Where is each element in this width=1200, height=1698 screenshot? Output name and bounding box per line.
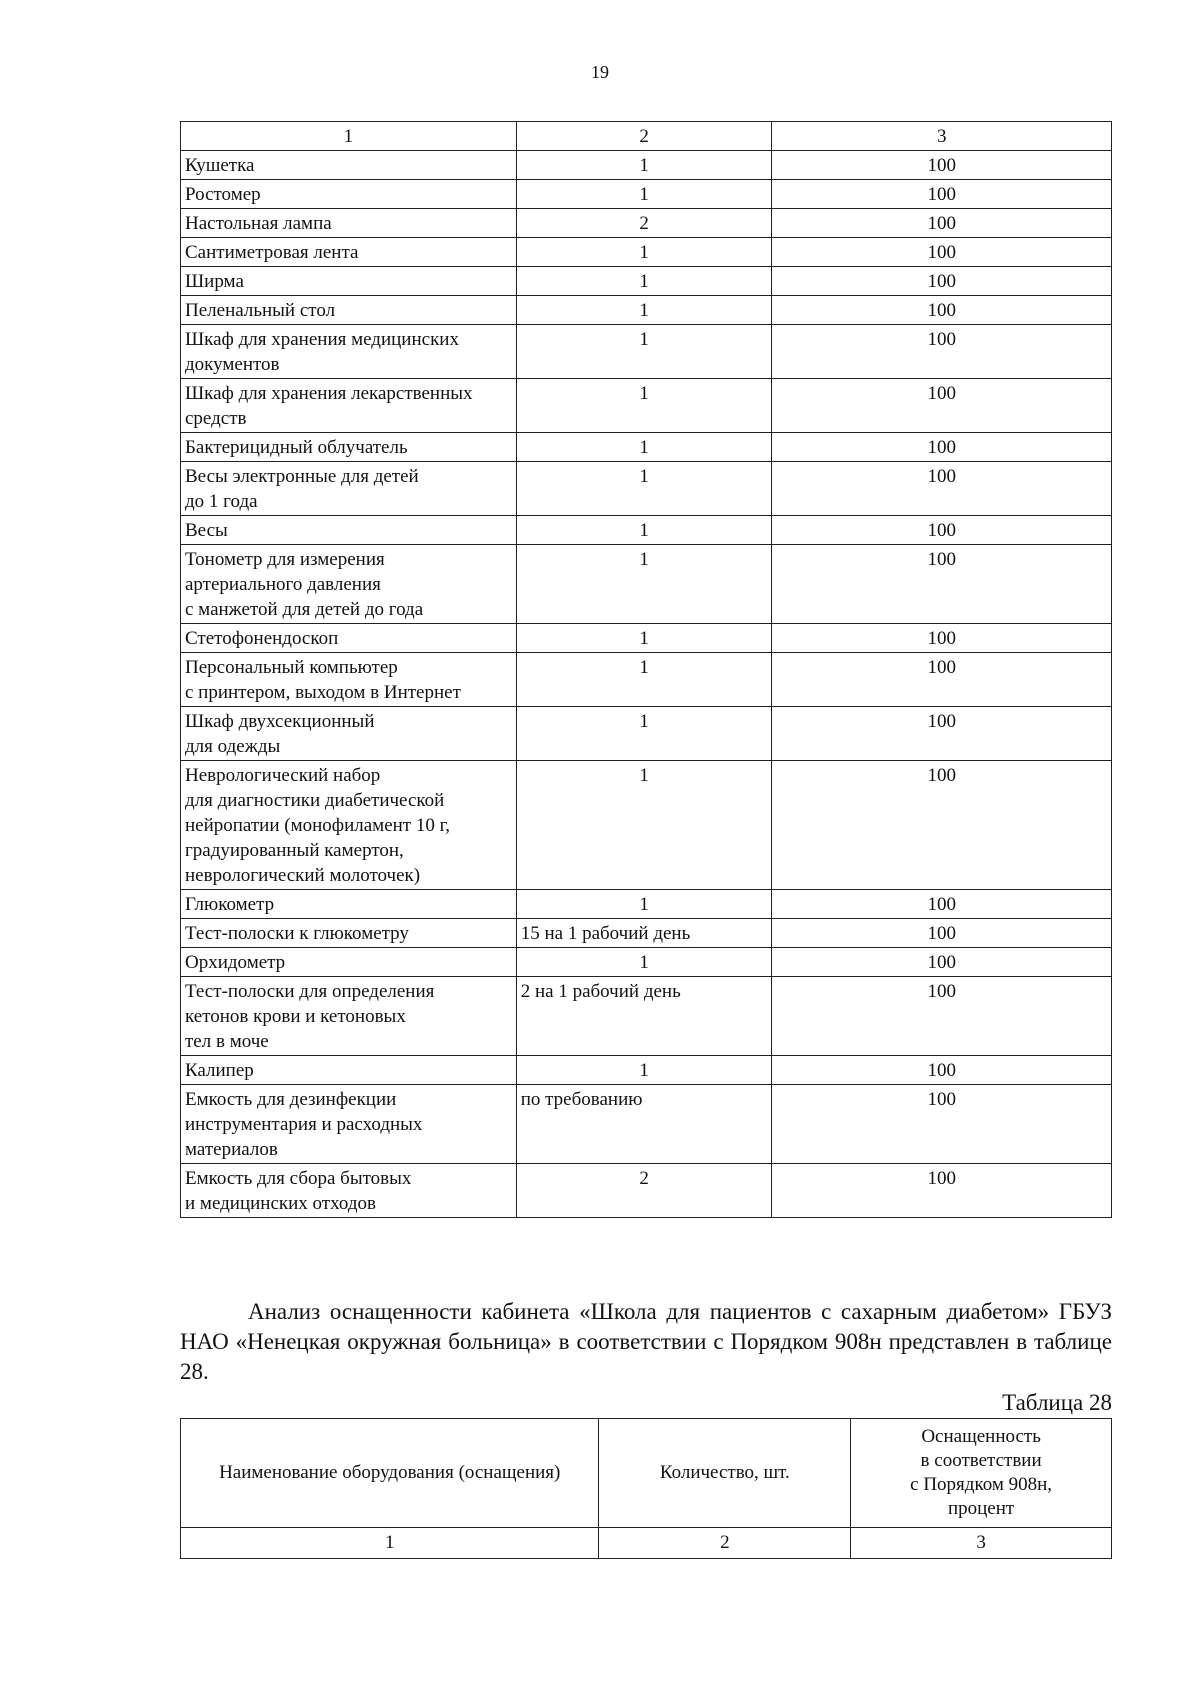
table-row xyxy=(181,379,1112,433)
equipment-name-cell: Тест-полоски к глюкометру xyxy=(181,919,517,948)
table-caption: Таблица 28 xyxy=(1002,1390,1112,1415)
table-row xyxy=(181,151,1112,180)
quantity-cell: 1 xyxy=(516,761,772,890)
equipment-name-cell: Ширма xyxy=(181,267,517,296)
table-28 xyxy=(180,1418,1112,1559)
equipment-level-cell: 100 xyxy=(772,919,1112,948)
equipment-name-cell: Бактерицидный облучатель xyxy=(181,433,517,462)
equipment-level-cell: 100 xyxy=(772,707,1112,761)
equipment-name-cell: Емкость для сбора бытовых и медицинских отходов xyxy=(181,1164,517,1218)
equipment-name-cell: Весы электронные для детей до 1 года xyxy=(181,462,517,516)
equipment-level-cell: 100 xyxy=(772,890,1112,919)
table-row xyxy=(181,977,1112,1056)
quantity-cell: 2 на 1 рабочий день xyxy=(516,977,772,1056)
quantity-cell: 15 на 1 рабочий день xyxy=(516,919,772,948)
quantity-cell: 2 xyxy=(516,209,772,238)
equipment-name-cell: Шкаф двухсекционный для одежды xyxy=(181,707,517,761)
equipment-level-cell: 100 xyxy=(772,462,1112,516)
quantity-cell: 1 xyxy=(516,516,772,545)
table-row xyxy=(181,707,1112,761)
equipment-level-cell: 100 xyxy=(772,296,1112,325)
table-row xyxy=(181,267,1112,296)
quantity-cell: по требованию xyxy=(516,1085,772,1164)
equipment-name-cell: Шкаф для хранения медицинских документов xyxy=(181,325,517,379)
equipment-level-cell: 100 xyxy=(772,433,1112,462)
quantity-cell: 1 xyxy=(516,267,772,296)
equipment-name-cell: Шкаф для хранения лекарственных средств xyxy=(181,379,517,433)
quantity-cell: 1 xyxy=(516,151,772,180)
equipment-name-cell: Стетофонендоскоп xyxy=(181,624,517,653)
equipment-name-cell: Калипер xyxy=(181,1056,517,1085)
quantity-cell: 1 xyxy=(516,948,772,977)
table-28-number-row xyxy=(181,1528,1112,1559)
table-row xyxy=(181,433,1112,462)
quantity-cell: 1 xyxy=(516,325,772,379)
equipment-name-cell: Глюкометр xyxy=(181,890,517,919)
page-number: 19 xyxy=(591,62,609,82)
table-row xyxy=(181,180,1112,209)
equipment-name-cell: Тест-полоски для определения кетонов крови и кетоновых тел в моче xyxy=(181,977,517,1056)
column-number-2: 2 xyxy=(516,122,772,151)
table-28-col-3: 3 xyxy=(851,1528,1112,1559)
equipment-name-cell: Ростомер xyxy=(181,180,517,209)
table-row xyxy=(181,296,1112,325)
table-row xyxy=(181,624,1112,653)
equipment-level-cell: 100 xyxy=(772,180,1112,209)
equipment-name-cell: Пеленальный стол xyxy=(181,296,517,325)
equipment-level-cell: 100 xyxy=(772,545,1112,624)
quantity-cell: 1 xyxy=(516,296,772,325)
table-row xyxy=(181,238,1112,267)
quantity-cell: 1 xyxy=(516,1056,772,1085)
table-row xyxy=(181,1056,1112,1085)
table-28-header-row xyxy=(181,1419,1112,1528)
equipment-level-cell: 100 xyxy=(772,624,1112,653)
table-header-row xyxy=(181,122,1112,151)
table-row xyxy=(181,890,1112,919)
quantity-cell: 1 xyxy=(516,624,772,653)
table-row xyxy=(181,545,1112,624)
equipment-level-cell: 100 xyxy=(772,977,1112,1056)
quantity-cell: 1 xyxy=(516,545,772,624)
equipment-level-cell: 100 xyxy=(772,238,1112,267)
equipment-name-cell: Настольная лампа xyxy=(181,209,517,238)
quantity-cell: 1 xyxy=(516,379,772,433)
header-equipment-name: Наименование оборудования (оснащения) xyxy=(181,1419,599,1528)
equipment-name-cell: Тонометр для измерения артериального давления с манжетой для детей до года xyxy=(181,545,517,624)
table-row xyxy=(181,209,1112,238)
equipment-table xyxy=(180,121,1112,1218)
equipment-name-cell: Сантиметровая лента xyxy=(181,238,517,267)
equipment-name-cell: Персональный компьютер с принтером, выходом в Интернет xyxy=(181,653,517,707)
equipment-level-cell: 100 xyxy=(772,379,1112,433)
table-row xyxy=(181,1164,1112,1218)
column-number-1: 1 xyxy=(181,122,517,151)
equipment-level-cell: 100 xyxy=(772,1056,1112,1085)
equipment-name-cell: Емкость для дезинфекции инструментария и расходных материалов xyxy=(181,1085,517,1164)
equipment-level-cell: 100 xyxy=(772,653,1112,707)
equipment-name-cell: Весы xyxy=(181,516,517,545)
equipment-level-cell: 100 xyxy=(772,948,1112,977)
equipment-name-cell: Неврологический набор для диагностики диабетической нейропатии (монофиламент 10 г, градуированный камертон, неврологический молоточек) xyxy=(181,761,517,890)
table-row xyxy=(181,516,1112,545)
table-row xyxy=(181,948,1112,977)
quantity-cell: 1 xyxy=(516,890,772,919)
equipment-level-cell: 100 xyxy=(772,1085,1112,1164)
equipment-name-cell: Кушетка xyxy=(181,151,517,180)
equipment-name-cell: Орхидометр xyxy=(181,948,517,977)
analysis-paragraph-text: Анализ оснащенности кабинета «Школа для пациентов с сахарным диабетом» ГБУЗ НАО «Ненецкая окружная больница» в соответствии с Порядком 908н представлен в таблице 28. xyxy=(180,1299,1112,1384)
analysis-paragraph xyxy=(180,1297,1112,1387)
equipment-level-cell: 100 xyxy=(772,516,1112,545)
table-row xyxy=(181,761,1112,890)
column-number-3: 3 xyxy=(772,122,1112,151)
table-row xyxy=(181,919,1112,948)
table-row xyxy=(181,1085,1112,1164)
header-equipment-level: Оснащенность в соответствии с Порядком 908н, процент xyxy=(851,1419,1112,1528)
table-row xyxy=(181,325,1112,379)
header-quantity: Количество, шт. xyxy=(599,1419,851,1528)
quantity-cell: 1 xyxy=(516,180,772,209)
equipment-level-cell: 100 xyxy=(772,1164,1112,1218)
quantity-cell: 1 xyxy=(516,653,772,707)
quantity-cell: 1 xyxy=(516,433,772,462)
equipment-level-cell: 100 xyxy=(772,151,1112,180)
table-row xyxy=(181,462,1112,516)
equipment-level-cell: 100 xyxy=(772,209,1112,238)
table-28-col-1: 1 xyxy=(181,1528,599,1559)
quantity-cell: 1 xyxy=(516,238,772,267)
table-28-col-2: 2 xyxy=(599,1528,851,1559)
quantity-cell: 2 xyxy=(516,1164,772,1218)
table-row xyxy=(181,653,1112,707)
equipment-level-cell: 100 xyxy=(772,267,1112,296)
quantity-cell: 1 xyxy=(516,462,772,516)
quantity-cell: 1 xyxy=(516,707,772,761)
equipment-level-cell: 100 xyxy=(772,325,1112,379)
equipment-level-cell: 100 xyxy=(772,761,1112,890)
